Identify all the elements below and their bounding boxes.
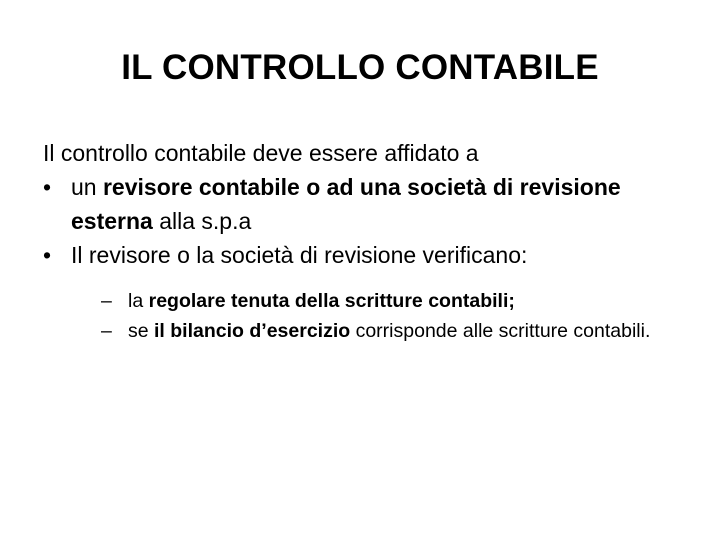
bullet-item-verification	[43, 238, 703, 346]
subbullet-item-bookkeeping	[101, 286, 703, 316]
subbullet-text-pre: la	[128, 290, 149, 312]
bullet-text-pre: un	[71, 174, 103, 200]
bullet-list	[43, 170, 703, 346]
subbullet-list	[71, 286, 703, 346]
subbullet-text-post: corrisponde alle scritture contabili.	[350, 320, 651, 342]
bullet-item-auditor	[43, 170, 703, 238]
dash-mark: –	[101, 320, 112, 342]
subbullet-text-pre: se	[128, 320, 155, 342]
subbullet-text-bold: regolare tenuta della scritture contabili;	[148, 290, 515, 312]
dash-mark: –	[101, 290, 112, 312]
bullet-text-post: alla s.p.a	[152, 208, 252, 234]
subbullet-item-balance-sheet	[101, 316, 703, 346]
subbullet-text-bold: il bilancio d’esercizio	[154, 320, 351, 342]
slide-body	[43, 136, 703, 346]
bullet-mark: •	[43, 174, 52, 200]
slide-title: IL CONTROLLO CONTABILE	[121, 48, 599, 87]
bullet-text-bold: revisore contabile o ad una società di revisione esterna	[71, 174, 621, 234]
intro-text: Il controllo contabile deve essere affidato a	[43, 140, 479, 166]
bullet-mark: •	[43, 242, 52, 268]
bullet-text: Il revisore o la società di revisione verificano:	[71, 242, 528, 268]
